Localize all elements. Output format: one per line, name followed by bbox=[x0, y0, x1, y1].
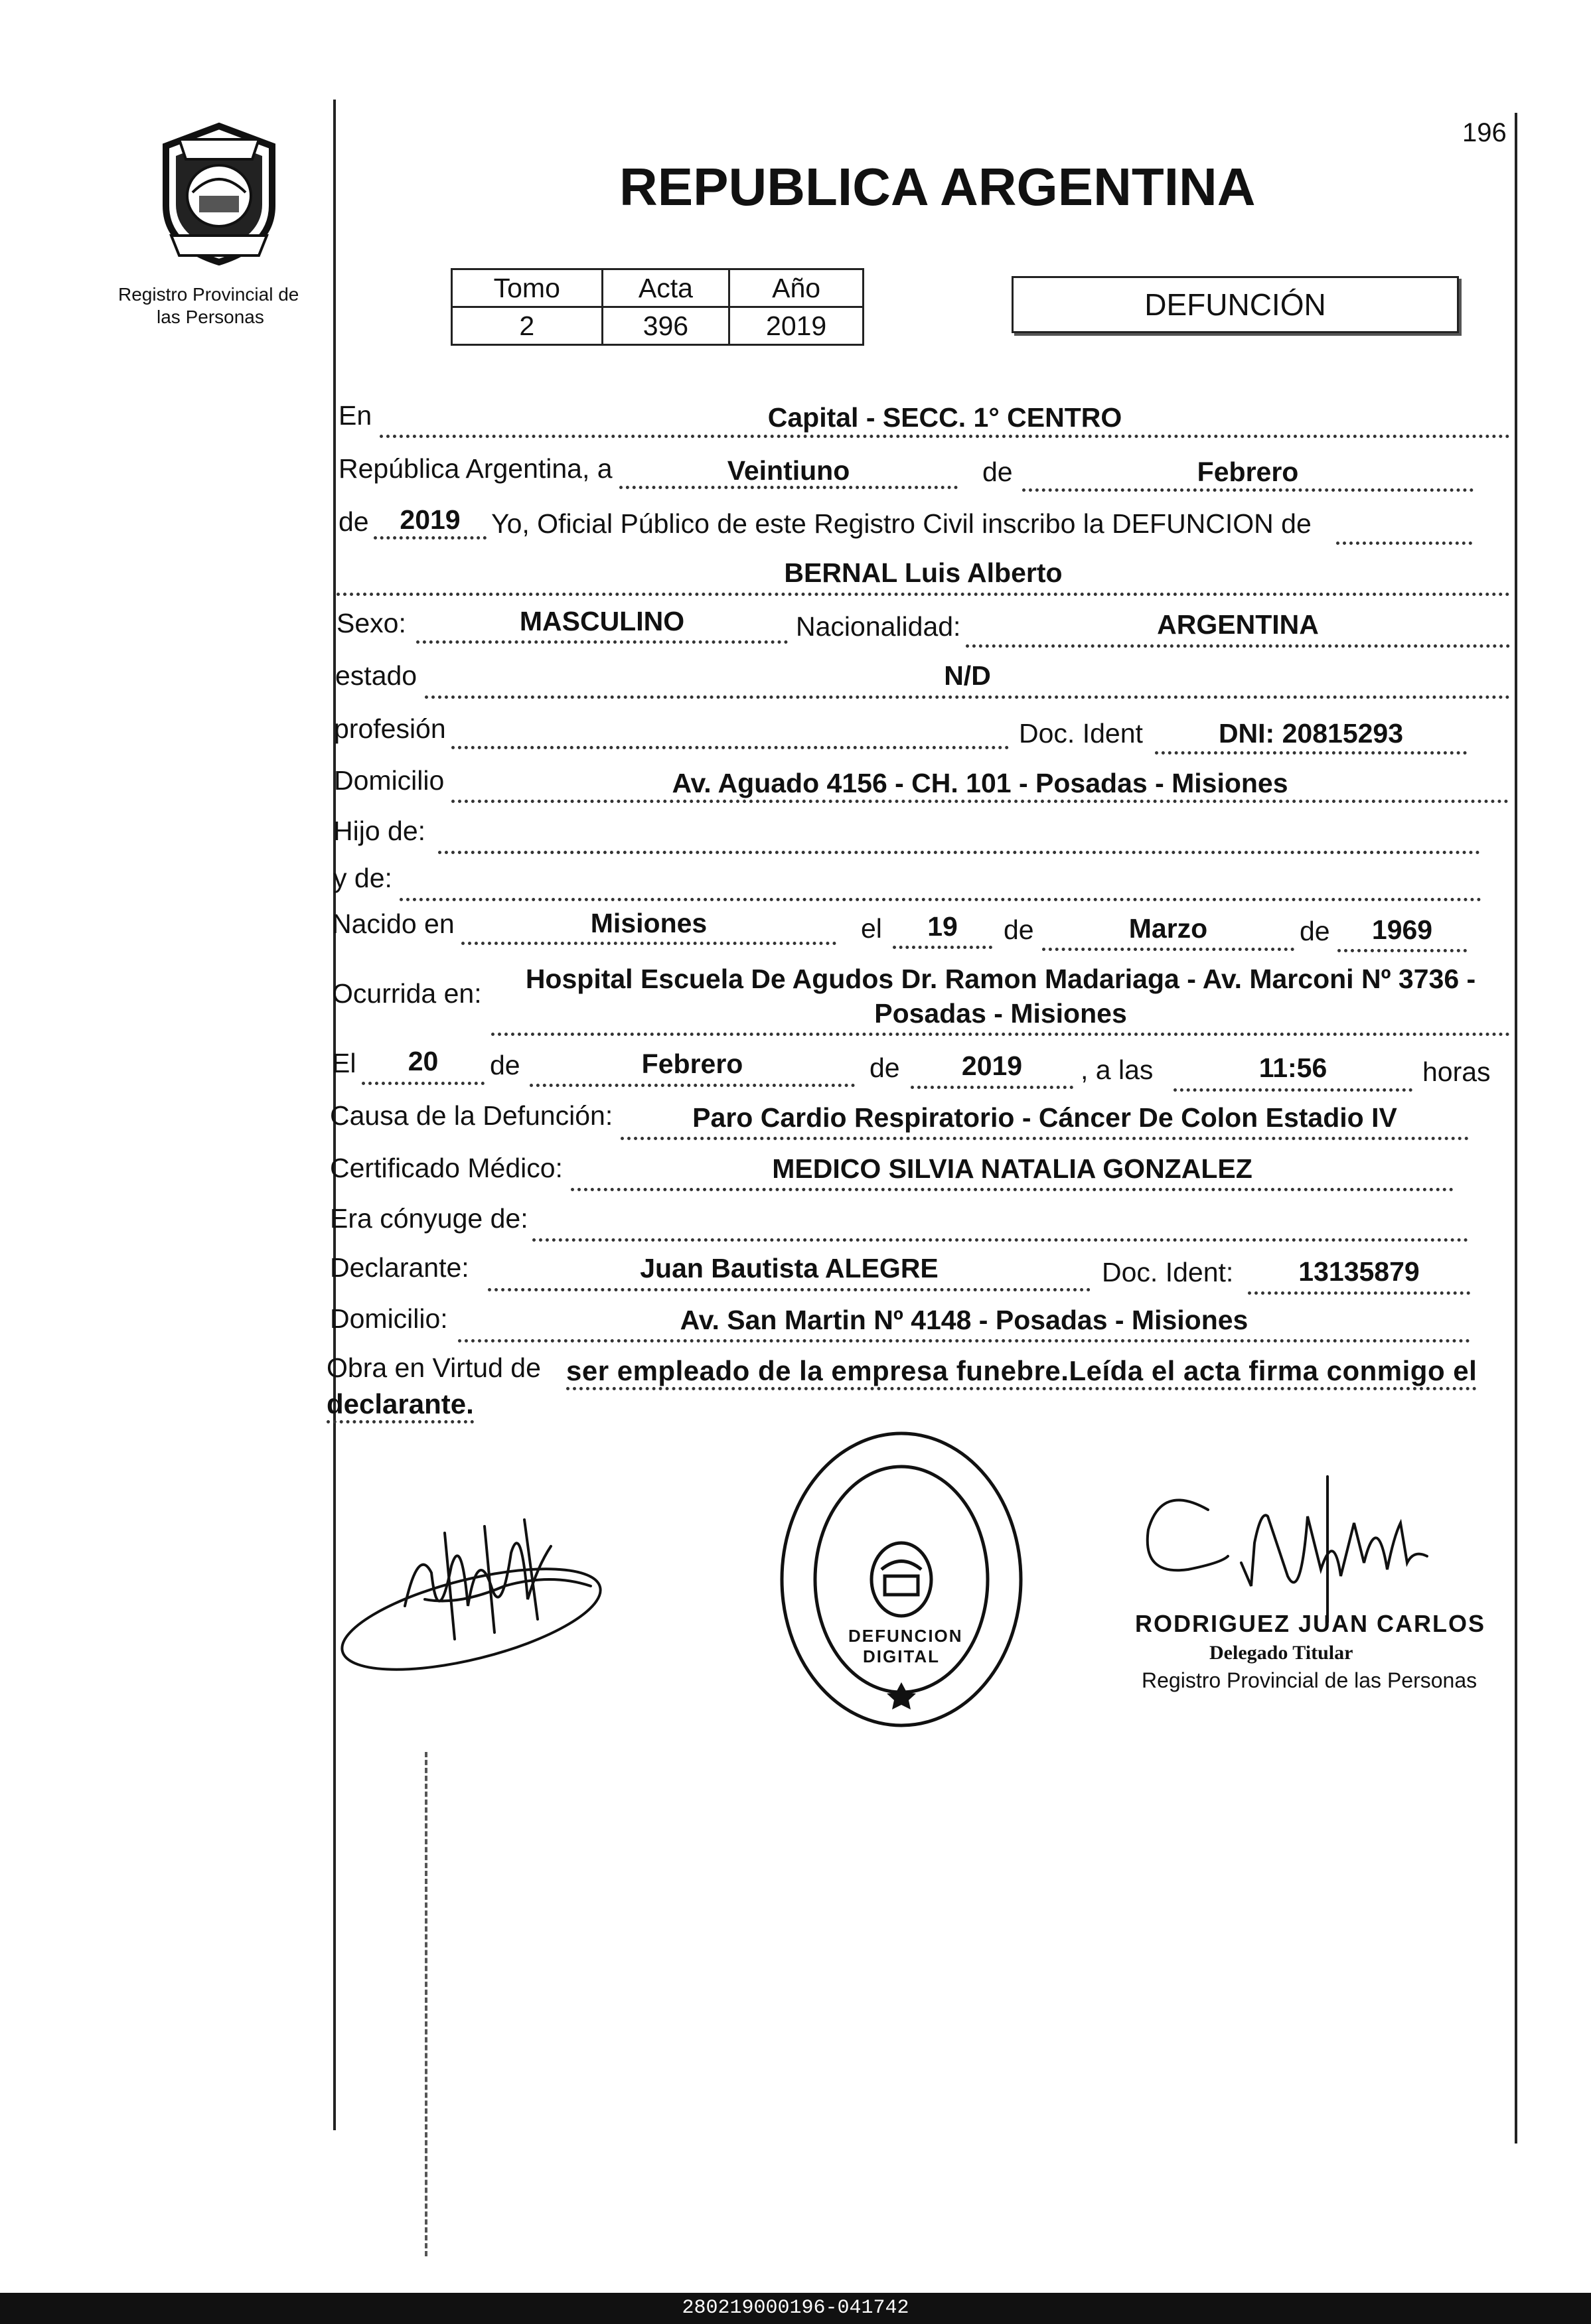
ocurrida-line2: Posadas - Misiones bbox=[874, 998, 1127, 1029]
declarante-value: Juan Bautista ALEGRE bbox=[640, 1253, 939, 1283]
def-mes: Febrero bbox=[641, 1049, 743, 1079]
horas-label: horas bbox=[1422, 1056, 1491, 1087]
doc-ident-value: DNI: 20815293 bbox=[1218, 718, 1404, 749]
def-hora: 11:56 bbox=[1258, 1053, 1327, 1083]
deceased-name: BERNAL Luis Alberto bbox=[784, 557, 1063, 588]
def-hora-line bbox=[1174, 1088, 1412, 1092]
right-margin-rule bbox=[1515, 113, 1517, 2143]
value-acta: 396 bbox=[602, 307, 729, 345]
obra-text-line2: declarante. bbox=[327, 1388, 474, 1423]
doc-ident2-label: Doc. Ident: bbox=[1102, 1257, 1234, 1287]
official-stamp bbox=[775, 1427, 1027, 1732]
profesion-label: profesión bbox=[334, 713, 446, 744]
de-label-5: de bbox=[490, 1050, 520, 1080]
name-line bbox=[337, 593, 1510, 596]
oficial-text: Yo, Oficial Público de este Registro Civil inscribo la DEFUNCION de bbox=[491, 508, 1312, 539]
en-label: En bbox=[339, 400, 372, 431]
nacido-lugar: Misiones bbox=[590, 908, 708, 938]
declarante-line bbox=[488, 1288, 1091, 1291]
nacido-lugar-line bbox=[461, 942, 836, 945]
certificado-label: Certificado Médico: bbox=[330, 1153, 563, 1183]
barcode-footer bbox=[0, 2293, 1591, 2324]
ocurrida-label: Ocurrida en: bbox=[332, 978, 482, 1009]
header-acta: Acta bbox=[602, 269, 729, 307]
sexo-line bbox=[416, 640, 788, 644]
page-title: REPUBLICA ARGENTINA bbox=[619, 157, 1256, 216]
nacionalidad-label: Nacionalidad: bbox=[796, 611, 961, 642]
el-cap-label: El bbox=[332, 1048, 356, 1078]
certificado-value: MEDICO SILVIA NATALIA GONZALEZ bbox=[772, 1153, 1252, 1184]
record-table-header bbox=[452, 269, 864, 307]
signatory-name: RODRIGUEZ JUAN CARLOS bbox=[1135, 1610, 1486, 1637]
nacido-label: Nacido en bbox=[332, 908, 455, 939]
domicilio-line bbox=[451, 800, 1509, 803]
place-line bbox=[380, 435, 1510, 438]
nac-anio-line bbox=[1337, 949, 1467, 952]
hijo-line bbox=[438, 851, 1480, 854]
month-line bbox=[1022, 488, 1474, 492]
act-type-box bbox=[1012, 276, 1459, 333]
month-value: Febrero bbox=[1197, 457, 1299, 487]
day-word: Veintiuno bbox=[727, 455, 850, 486]
def-dia-line bbox=[362, 1082, 485, 1085]
domicilio-label: Domicilio bbox=[334, 765, 445, 796]
def-anio-line bbox=[911, 1086, 1073, 1089]
province-seal bbox=[146, 119, 292, 265]
year-line bbox=[374, 536, 487, 540]
nac-mes: Marzo bbox=[1128, 913, 1208, 944]
nacionalidad-value: ARGENTINA bbox=[1157, 609, 1319, 640]
de-label-1: de bbox=[982, 457, 1013, 487]
domicilio-value: Av. Aguado 4156 - CH. 101 - Posadas - Misiones bbox=[672, 768, 1288, 798]
record-table-values bbox=[452, 307, 864, 345]
sexo-label: Sexo: bbox=[337, 608, 406, 638]
value-tomo: 2 bbox=[452, 307, 603, 345]
act-type: DEFUNCIÓN bbox=[1144, 287, 1326, 322]
estado-value: N/D bbox=[944, 660, 991, 691]
doc-ident2-line bbox=[1248, 1291, 1470, 1295]
record-table bbox=[451, 268, 864, 346]
y-de-line bbox=[400, 898, 1481, 901]
conyuge-line bbox=[532, 1238, 1468, 1242]
obra-label: Obra en Virtud de bbox=[327, 1352, 541, 1383]
republica-label: República Argentina, a bbox=[339, 453, 613, 484]
domicilio2-line bbox=[458, 1339, 1470, 1343]
causa-label: Causa de la Defunción: bbox=[330, 1100, 613, 1131]
header-anio: Año bbox=[729, 269, 864, 307]
de-label-3: de bbox=[1004, 914, 1034, 945]
registry-label-line2: las Personas bbox=[157, 307, 264, 327]
def-dia: 20 bbox=[408, 1046, 439, 1076]
a-las-label: , a las bbox=[1081, 1054, 1154, 1085]
doc-ident2-value: 13135879 bbox=[1298, 1256, 1420, 1287]
value-anio: 2019 bbox=[729, 307, 864, 345]
page-number: 196 bbox=[1462, 118, 1507, 147]
registry-label-line1: Registro Provincial de bbox=[118, 284, 299, 305]
nac-dia: 19 bbox=[927, 911, 958, 942]
declarant-signature bbox=[339, 1506, 617, 1686]
estado-label: estado bbox=[335, 660, 417, 691]
certificado-line bbox=[571, 1188, 1454, 1191]
sexo-value: MASCULINO bbox=[519, 606, 685, 636]
de-label-2: de bbox=[339, 506, 369, 537]
signatory-role: Delegado Titular bbox=[1209, 1642, 1353, 1664]
nac-mes-line bbox=[1042, 948, 1294, 951]
nacionalidad-line bbox=[966, 644, 1510, 648]
profesion-line bbox=[451, 746, 1009, 749]
estado-line bbox=[425, 695, 1510, 699]
causa-line bbox=[621, 1137, 1469, 1140]
de-label-6: de bbox=[870, 1053, 900, 1083]
official-signature bbox=[1135, 1470, 1480, 1623]
year-value: 2019 bbox=[400, 504, 461, 535]
y-de-label: y de: bbox=[333, 863, 392, 893]
barcode-text: 280219000196-041742 bbox=[682, 2297, 909, 2319]
nac-anio: 1969 bbox=[1371, 914, 1433, 945]
obra-text-line1: ser empleado de la empresa funebre.Leída el acta firma conmigo el bbox=[566, 1355, 1477, 1390]
de-label-4: de bbox=[1300, 916, 1330, 946]
doc-ident-line bbox=[1155, 751, 1467, 755]
declarante-label: Declarante: bbox=[330, 1252, 469, 1283]
header-tomo: Tomo bbox=[452, 269, 603, 307]
signatory-office: Registro Provincial de las Personas bbox=[1142, 1668, 1477, 1692]
oficial-line bbox=[1336, 542, 1472, 545]
ocurrida-underline bbox=[491, 1033, 1510, 1036]
def-mes-line bbox=[530, 1084, 855, 1087]
place-value: Capital - SECC. 1° CENTRO bbox=[767, 402, 1122, 433]
stamp-inner-text: DEFUNCION DIGITAL bbox=[848, 1626, 963, 1666]
causa-value: Paro Cardio Respiratorio - Cáncer De Colon Estadio IV bbox=[692, 1102, 1397, 1133]
ocurrida-line1: Hospital Escuela De Agudos Dr. Ramon Madariaga - Av. Marconi Nº 3736 - bbox=[525, 964, 1476, 994]
domicilio2-label: Domicilio: bbox=[330, 1303, 448, 1334]
el-label: el bbox=[861, 913, 882, 944]
domicilio2-value: Av. San Martin Nº 4148 - Posadas - Misiones bbox=[680, 1305, 1249, 1335]
nac-dia-line bbox=[893, 946, 992, 949]
conyuge-label: Era cónyuge de: bbox=[330, 1203, 528, 1234]
hijo-label: Hijo de: bbox=[333, 816, 426, 846]
margin-marks bbox=[425, 1752, 430, 2256]
def-anio: 2019 bbox=[961, 1051, 1023, 1081]
doc-ident-label: Doc. Ident bbox=[1019, 718, 1143, 749]
